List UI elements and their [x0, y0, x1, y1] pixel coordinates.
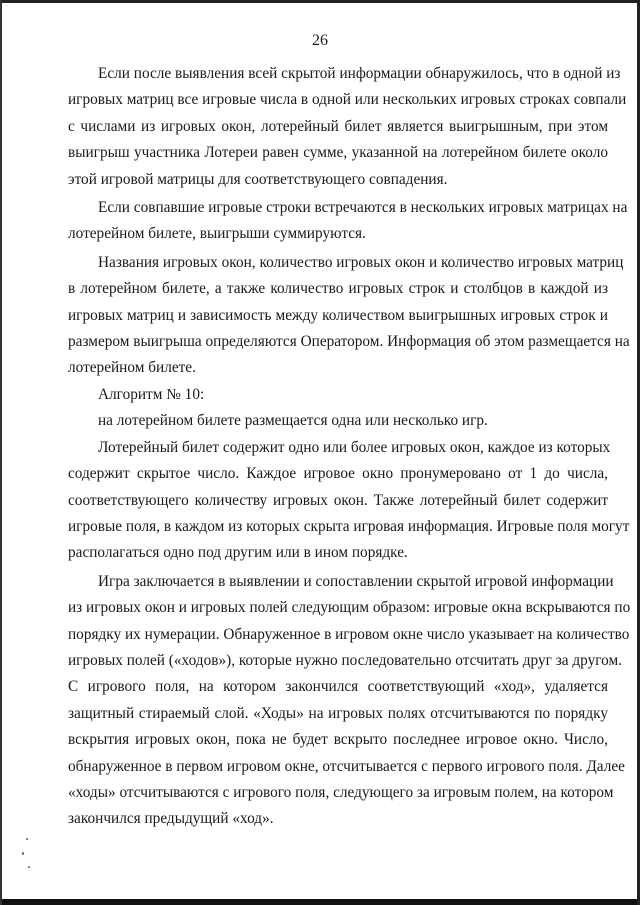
page-number: 26	[312, 32, 328, 49]
paragraph-winning-condition	[68, 61, 627, 193]
text-line: игровых матриц все игровые числа в одной или нескольких игровых строках совпали	[68, 91, 627, 109]
scan-speck	[28, 866, 30, 868]
text-line: игровые поля, в каждом из которых скрыта игровая информация. Игровые поля могут	[68, 517, 630, 535]
text-line: на лотерейном билете размещается одна или несколько игр.	[98, 412, 488, 430]
text-line: Если после выявления всей скрытой информации обнаружилось, что в одной из	[98, 65, 621, 82]
text-line: «ходы» отсчитываются с игрового поля, следующего за игровым полем, на котором	[68, 783, 614, 801]
text-line: С игрового поля, на котором закончился соответствующий «ход», удаляется	[68, 678, 608, 696]
text-line: вскрытия игровых окон, пока не будет вскрыто последнее игровое окно. Число,	[68, 731, 608, 749]
text-line: соответствующего количеству игровых окон. Также лотерейный билет содержит	[68, 491, 608, 509]
paragraph-operator-defines	[68, 250, 630, 382]
text-line: защитный стираемый слой. «Ходы» на игровых полях отсчитываются по порядку	[68, 704, 608, 722]
scan-edge-top	[0, 0, 640, 3]
text-line: Названия игровых окон, количество игровых окон и количество игровых матриц	[98, 253, 624, 271]
text-line: Лотерейный билет содержит одно или более игровых окон, каждое из которых	[98, 438, 611, 456]
text-line: с числами из игровых окон, лотерейный билет является выигрышным, при этом	[68, 117, 608, 135]
paragraph-game-rules	[68, 569, 631, 833]
text-line: размером выигрыша определяются Оператором. Информация об этом размещается на	[68, 333, 630, 351]
text-line: располагаться одно под другим или в ином порядке.	[68, 544, 408, 562]
paragraph-sum-winnings	[68, 195, 628, 248]
text-line: в лотерейном билете, а также количество игровых строк и столбцов в каждой из	[68, 280, 608, 298]
text-line: закончился предыдущий «ход».	[68, 810, 274, 828]
paragraph-algorithm-heading	[68, 382, 608, 408]
paragraph-algorithm-intro	[68, 408, 608, 434]
text-line: из игровых окон и игровых полей следующим образом: игровые окна вскрываются по	[68, 599, 631, 617]
text-line: Если совпавшие игровые строки встречаются в нескольких игровых матрицах на	[98, 199, 628, 217]
text-line: содержит скрытое число. Каждое игровое окно пронумеровано от 1 до числа,	[68, 465, 608, 483]
scan-edge-bottom	[0, 899, 640, 905]
text-line: игровых полей («ходов»), которые нужно последовательно отсчитать друг за другом.	[68, 651, 623, 669]
paragraph-ticket-contents	[68, 435, 630, 567]
text-line: порядку их нумерации. Обнаруженное в игровом окне число указывает на количество	[68, 625, 630, 643]
scan-speck	[26, 838, 28, 840]
text-line: игровых матриц и зависимость между количеством выигрышных игровых строк и	[68, 306, 608, 324]
text-line: лотерейном билете, выигрыши суммируются.	[68, 225, 366, 243]
body-text	[68, 61, 631, 833]
text-line: Алгоритм № 10:	[98, 385, 205, 403]
scan-speck	[22, 852, 24, 855]
text-line: обнаруженное в первом игровом окне, отсчитывается с первого игрового поля. Далее	[68, 757, 625, 775]
text-line: лотерейном билете.	[68, 359, 196, 377]
text-line: Игра заключается в выявлении и сопоставлении скрытой игровой информации	[98, 572, 614, 590]
text-line: выигрыш участника Лотереи равен сумме, указанной на лотерейном билете около	[68, 144, 608, 162]
scan-edge-left	[0, 0, 2, 905]
text-line: этой игровой матрицы для соответствующего совпадения.	[68, 170, 448, 188]
